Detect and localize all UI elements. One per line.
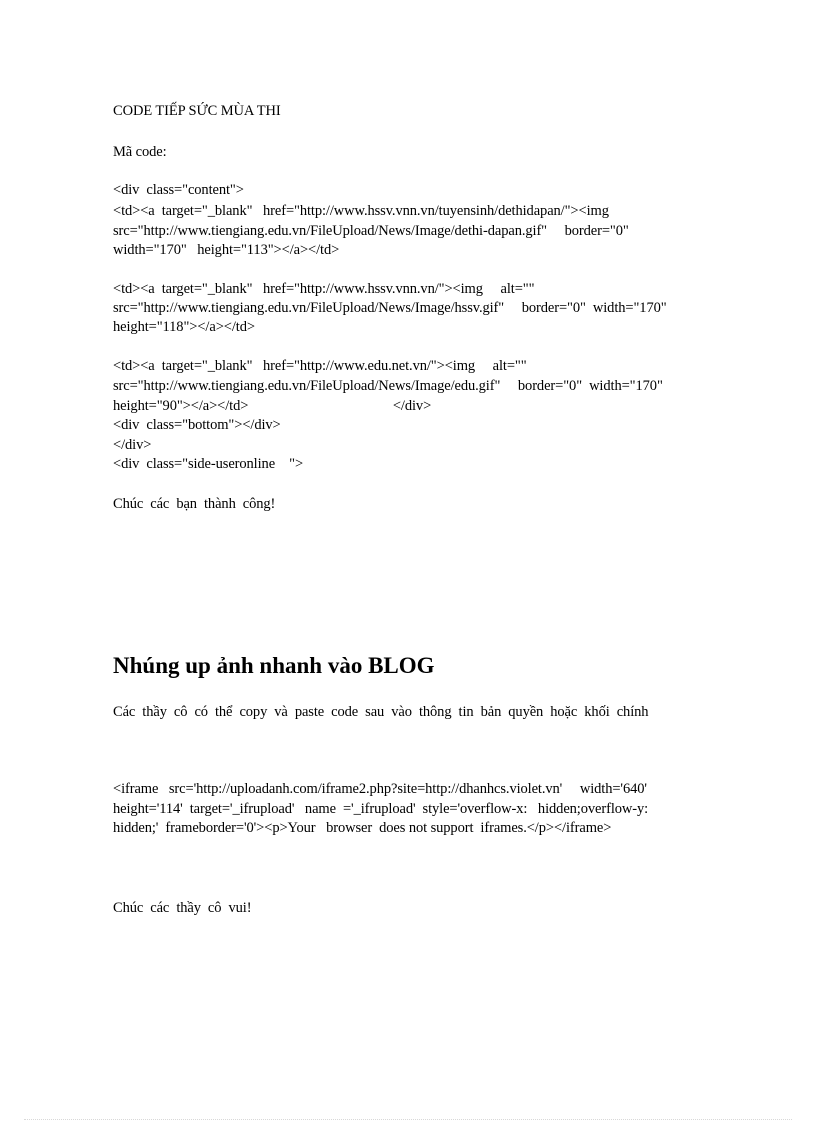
code-line: src="http://www.tiengiang.edu.vn/FileUpload/News/Image/hssv.gif" border="0" width="170" bbox=[113, 300, 667, 316]
closing-line: Chúc các thầy cô vui! bbox=[113, 900, 252, 916]
page-bottom-divider bbox=[24, 1119, 792, 1120]
closing-line: Chúc các bạn thành công! bbox=[113, 496, 276, 512]
code-line: <div class="content"> bbox=[113, 182, 244, 198]
code-line: hidden;' frameborder='0'><p>Your browser does not support iframes.</p></iframe> bbox=[113, 820, 612, 836]
code-line: <div class="side-useronline "> bbox=[113, 456, 304, 472]
code-line: <td><a target="_blank" href="http://www.hssv.vnn.vn/"><img alt="" bbox=[113, 281, 535, 297]
code-line: <div class="bottom"></div> bbox=[113, 417, 281, 433]
intro-paragraph: Các thầy cô có thể copy và paste code sau vào thông tin bản quyền hoặc khối chính bbox=[113, 704, 649, 720]
code-line: width="170" height="113"></a></td> bbox=[113, 242, 340, 258]
ma-code-label: Mã code: bbox=[113, 144, 167, 160]
code-line: </div> bbox=[113, 437, 152, 453]
code-line: height="118"></a></td> bbox=[113, 319, 255, 335]
code-line: height="90"></a></td> </div> bbox=[113, 398, 432, 414]
code-line: height='114' target='_ifrupload' name ='_ifrupload' style='overflow-x: hidden;overflow-y: bbox=[113, 801, 649, 817]
code-line: src="http://www.tiengiang.edu.vn/FileUpload/News/Image/dethi-dapan.gif" border="0" bbox=[113, 223, 629, 239]
code-line: <iframe src='http://uploadanh.com/iframe2.php?site=http://dhanhcs.violet.vn' width='640' bbox=[113, 781, 647, 797]
code-line: src="http://www.tiengiang.edu.vn/FileUpload/News/Image/edu.gif" border="0" width="170" bbox=[113, 378, 663, 394]
code-line: <td><a target="_blank" href="http://www.edu.net.vn/"><img alt="" bbox=[113, 358, 527, 374]
code-line: <td><a target="_blank" href="http://www.hssv.vnn.vn/tuyensinh/dethidapan/"><img bbox=[113, 203, 609, 219]
doc-title: CODE TIẾP SỨC MÙA THI bbox=[113, 103, 281, 119]
section-heading: Nhúng up ảnh nhanh vào BLOG bbox=[113, 653, 435, 678]
